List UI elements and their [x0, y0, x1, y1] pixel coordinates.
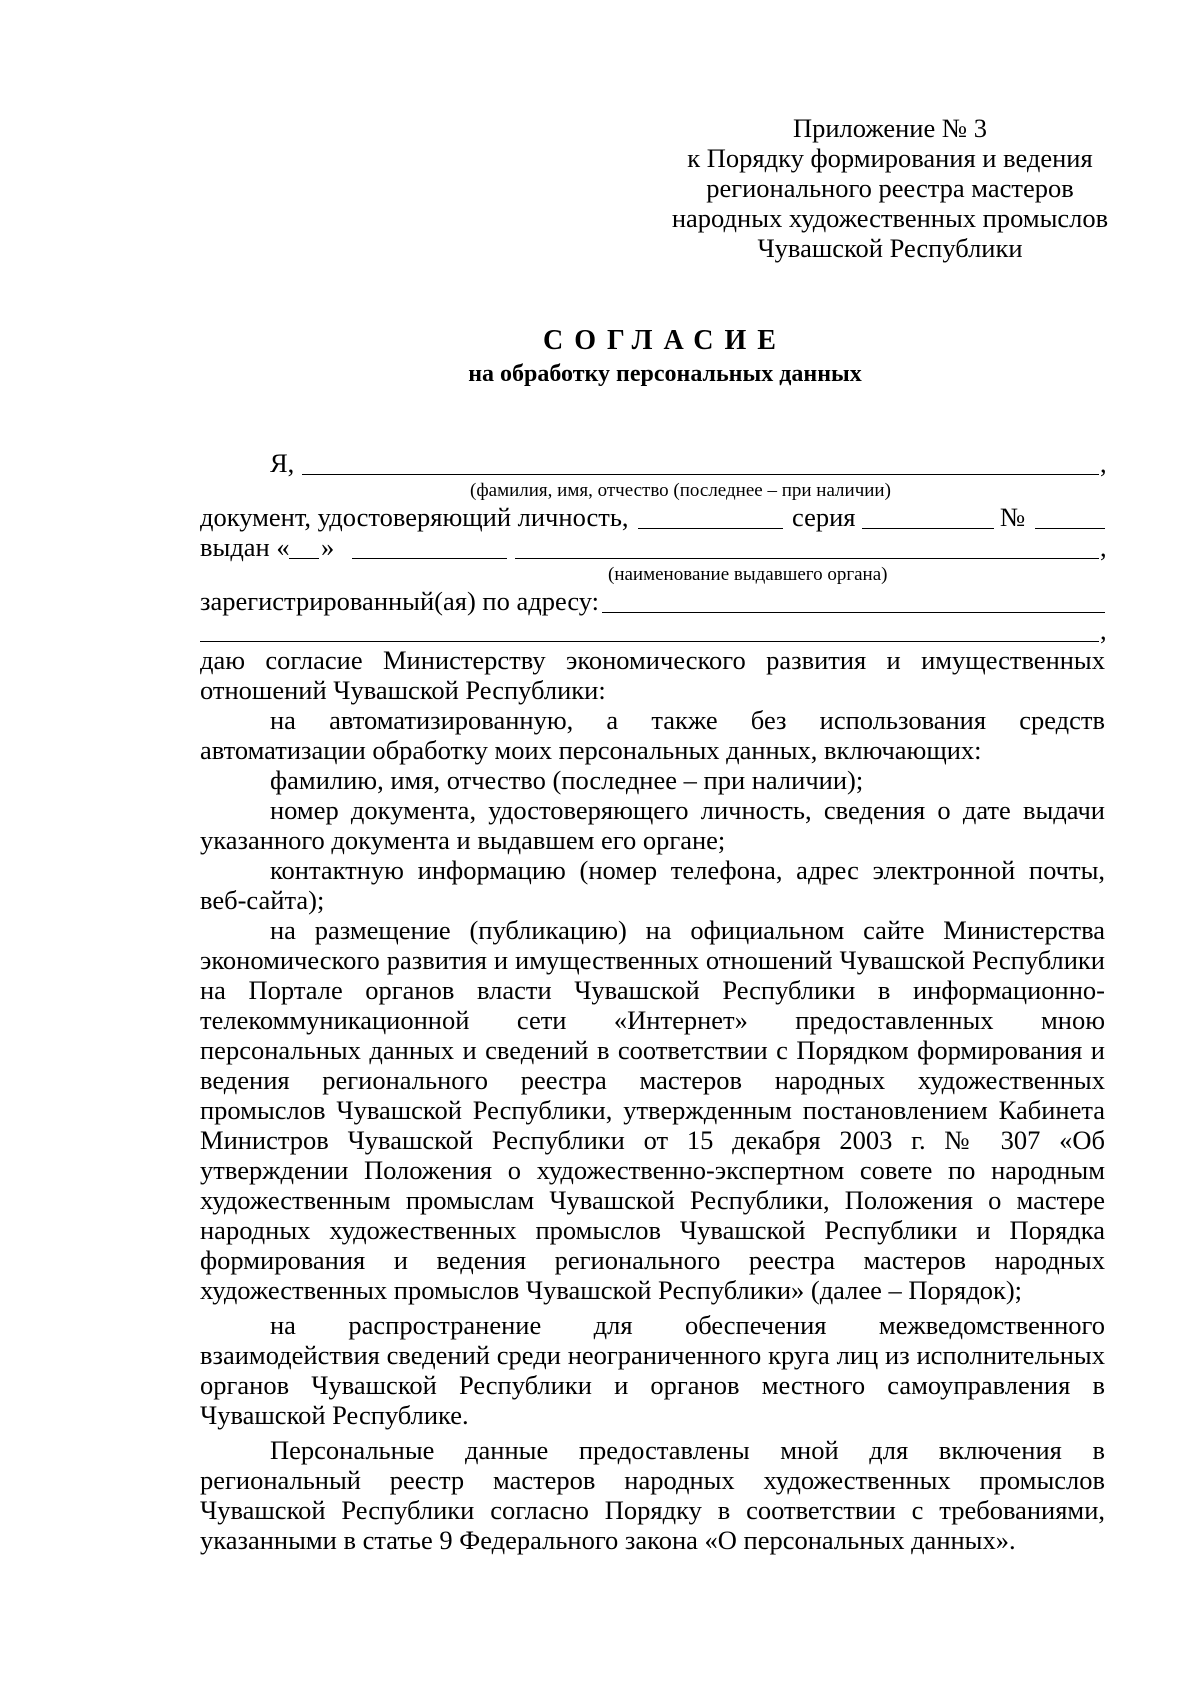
- issuer-hint: (наименование выдавшего органа): [608, 564, 888, 585]
- number-label: №: [1000, 502, 1026, 532]
- issuer-field[interactable]: [515, 558, 1099, 559]
- document-row: [200, 502, 1105, 532]
- issued-date-field[interactable]: [352, 558, 507, 559]
- paragraph: контактную информацию (номер телефона, адрес электронной почты, веб-сайта);: [200, 855, 1105, 915]
- appendix-line: народных художественных промыслов: [671, 203, 1109, 233]
- i-label: Я,: [270, 448, 295, 478]
- address-field[interactable]: [602, 612, 1105, 613]
- appendix-line: регионального реестра мастеров: [706, 173, 1074, 203]
- name-row: [200, 448, 1105, 478]
- appendix-line: к Порядку формирования и ведения: [687, 143, 1093, 173]
- consent-body: [200, 645, 1105, 1555]
- address-row-continued: [200, 615, 1105, 645]
- paragraph: на распространение для обеспечения межведомственного взаимодействия сведений среди неограниченного круга лиц из исполнительных органов Чувашской Республики и органов местного самоуправления в Чувашской Республике.: [200, 1310, 1105, 1430]
- series-field[interactable]: [862, 528, 994, 529]
- name-comma: ,: [1100, 448, 1107, 478]
- address-comma: ,: [1100, 615, 1107, 645]
- series-label: серия: [792, 502, 856, 532]
- issued-day-field[interactable]: [289, 558, 319, 559]
- issued-label: выдан «: [200, 532, 290, 562]
- address-row: [200, 586, 1105, 616]
- appendix-line: Приложение № 3: [792, 113, 987, 143]
- appendix-line: Чувашской Республики: [757, 233, 1023, 263]
- number-field[interactable]: [1035, 528, 1105, 529]
- paragraph: Персональные данные предоставлены мной для включения в региональный реестр мастеров народных художественных промыслов Чувашской Республики согласно Порядку в соответствии с требованиями, указанными в статье 9 Федерального закона «О персональных данных».: [200, 1435, 1105, 1555]
- issued-comma: ,: [1100, 532, 1107, 562]
- document-subtitle: на обработку персональных данных: [468, 361, 862, 387]
- issued-close-quote: »: [321, 532, 335, 562]
- address-field-line-2[interactable]: [200, 641, 1099, 642]
- paragraph: номер документа, удостоверяющего личность, сведения о дате выдачи указанного документа и выдавшем его органе;: [200, 795, 1105, 855]
- document-type-field[interactable]: [638, 528, 783, 529]
- appendix-header: [660, 113, 1120, 263]
- name-field[interactable]: [302, 474, 1099, 475]
- paragraph: фамилию, имя, отчество (последнее – при наличии);: [270, 765, 864, 795]
- document-label: документ, удостоверяющий личность,: [200, 502, 629, 532]
- name-hint: (фамилия, имя, отчество (последнее – при наличии): [470, 480, 891, 501]
- issued-row: [200, 532, 1105, 562]
- paragraph: на автоматизированную, а также без использования средств автоматизации обработку моих персональных данных, включающих:: [200, 705, 1105, 765]
- paragraph: на размещение (публикацию) на официальном сайте Министерства экономического развития и имущественных отношений Чувашской Республики на Портале органов власти Чувашской Республики в информационно-телекоммуникационной сети «Интернет» предоставленных мною персональных данных и сведений в соответствии с Порядком формирования и ведения регионального реестра мастеров народных художественных промыслов Чувашской Республики, утвержденным постановлением Кабинета Министров Чувашской Республики от 15 декабря 2003 г. № 307 «Об утверждении Положения о художественно-экспертном совете по народным художественным промыслам Чувашской Республики, Положения о мастере народных художественных промыслов Чувашской Республики и Порядка формирования и ведения регионального реестра мастеров народных художественных промыслов Чувашской Республики» (далее – Порядок);: [200, 915, 1105, 1305]
- address-label: зарегистрированный(ая) по адресу:: [200, 586, 600, 616]
- paragraph: даю согласие Министерству экономического развития и имущественных отношений Чувашской Республики:: [200, 645, 1105, 705]
- document-title: СОГЛАСИЕ: [543, 325, 787, 356]
